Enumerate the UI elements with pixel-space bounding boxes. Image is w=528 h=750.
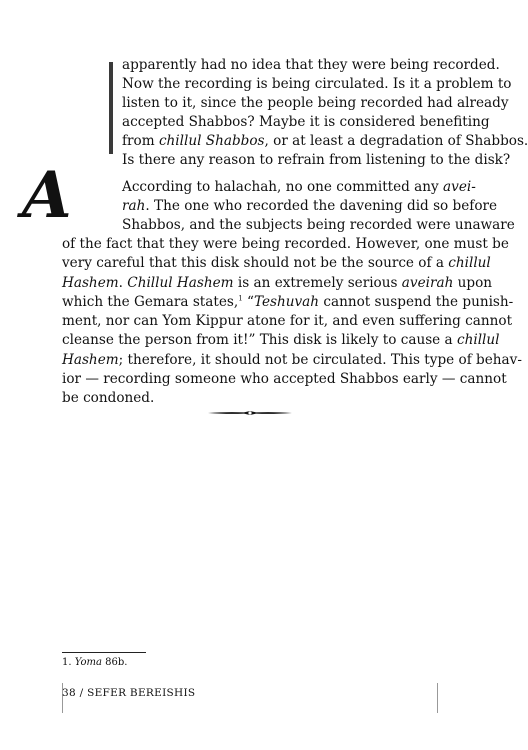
question-text — [122, 56, 528, 170]
footnote-source: Yoma — [74, 657, 102, 668]
footnote-ref: 86b. — [105, 657, 128, 668]
answer-text-indented — [122, 178, 515, 235]
answer-drop-cap: A — [22, 158, 70, 233]
answer-line: of the fact that they were being recorded. However, one must be — [62, 236, 509, 252]
answer-line: which the Gemara states,$^1$ “Teshuvah cannot suspend the punish- — [62, 293, 514, 310]
answer-line: According to halachah, no one committed any avei- — [122, 179, 476, 195]
answer-line: ment, nor can Yom Kippur atone for it, and even suffering cannot — [62, 313, 513, 330]
answer-line: cleanse the person from it!” This disk is likely to cause a chillul — [62, 332, 500, 349]
footnote-rule — [62, 652, 146, 653]
footnote — [62, 656, 127, 670]
section-divider-ornament — [208, 408, 292, 418]
answer-line: Shabbos, and the subjects being recorded were unaware — [122, 217, 515, 233]
question-line: from chillul Shabbos, or at least a degradation of Shabbos. — [122, 133, 528, 149]
answer-line: Hashem; therefore, it should not be circulated. This type of behav- — [62, 351, 522, 368]
folio-rule-right — [437, 683, 438, 713]
question-marker-bar — [109, 62, 113, 154]
answer-text — [62, 235, 522, 409]
answer-line: ior — recording someone who accepted Shabbos early — cannot — [62, 371, 507, 388]
question-line: listen to it, since the people being recorded had already — [122, 95, 509, 111]
answer-line: rah. The one who recorded the davening did so before — [122, 198, 498, 214]
running-footer: 38 / SEFER BEREISHIS — [62, 687, 196, 699]
footnote-number: 1. — [62, 657, 72, 668]
answer-line: Hashem. Chillul Hashem is an extremely serious aveirah upon — [62, 274, 493, 291]
question-line: Now the recording is being circulated. Is it a problem to — [122, 76, 512, 92]
question-line: apparently had no idea that they were being recorded. — [122, 57, 500, 73]
question-line: Is there any reason to refrain from listening to the disk? — [122, 152, 511, 168]
answer-line: be condoned. — [62, 390, 155, 407]
question-line: accepted Shabbos? Maybe it is considered benefiting — [122, 114, 490, 130]
answer-line: very careful that this disk should not be the source of a chillul — [62, 255, 491, 272]
